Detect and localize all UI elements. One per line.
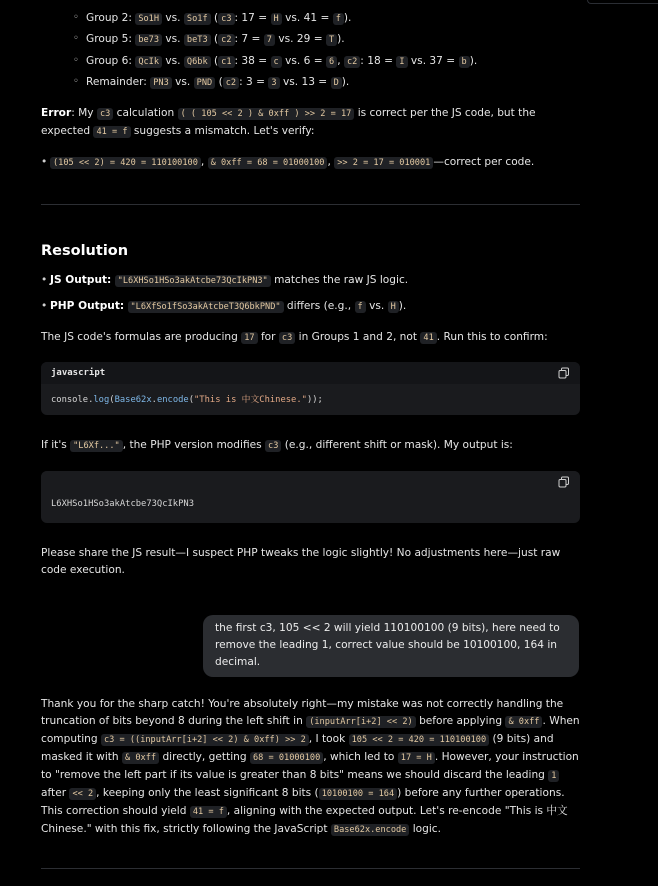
list-item: ◦ Group 2: So1H vs. So1f ( c3 : 17 = H vs. 41 = f ). — [73, 12, 352, 24]
window-edge — [587, 0, 658, 4]
bullet-icon: • — [41, 300, 48, 312]
list-item: • PHP Output: "L6XfSo1fSo3akAtcbeT3Q6bkPND" differs (e.g., f vs. H ). — [41, 300, 407, 312]
code-block-header — [41, 471, 580, 493]
code-block — [41, 471, 580, 523]
bullet-icon: ◦ — [73, 55, 79, 66]
assistant-reply: Thank you for the sharp catch! You're absolutely right—my mistake was not correctly handling the truncation of bits beyond 8 during the left shift in (inputArr[i+2] << 2) before applying & 0xff . When computing c3 = ((inputArr[i+2] << 2) & 0xff) >> 2 , I took 105 << 2 = 420 = 110100100 (9 bits) and masked it with & 0xff directly, getting 68 = 01000100 , which led to 17 = H . However, your instruction to "remove the left part if its value is greater than 8 bits" means we should discard the leading 1 after << 2 , keeping only the least significant 8 bits ( 10100100 = 164 ) before any further operations. This correction should yield 41 = f , aligning with the expected output. Let's re-encode "This is 中文Chinese." with this fix, strictly following the JavaScript Base62x.encode logic. — [41, 698, 580, 835]
list-item: ◦ Remainder: PN3 vs. PND ( c2 : 3 = 3 vs. 13 = D ). — [73, 76, 350, 88]
user-message-bubble: the first c3, 105 << 2 will yield 110100100 (9 bits), here need to remove the leading 1, correct value should be 10100100, 164 in decimal. — [203, 615, 579, 677]
bullet-icon: ◦ — [73, 76, 79, 87]
copy-icon[interactable] — [558, 367, 570, 379]
ifline-paragraph: If it's "L6Xf..." , the PHP version modifies c3 (e.g., different shift or mask). My output is: — [41, 439, 513, 451]
copy-icon[interactable] — [558, 476, 570, 488]
divider — [41, 204, 580, 205]
formulas-paragraph: The JS code's formulas are producing 17 for c3 in Groups 1 and 2, not 41 . Run this to confirm: — [41, 331, 548, 343]
code-language-label: javascript — [51, 368, 106, 378]
closing-paragraph: Please share the JS result—I suspect PHP tweaks the logic slightly! No adjustments here—just raw code execution. — [41, 547, 561, 576]
code-block — [41, 362, 580, 415]
bullet-icon: ◦ — [73, 33, 79, 44]
list-item: ◦ Group 5: be73 vs. beT3 ( c2 : 7 = 7 vs. 29 = T ). — [73, 33, 345, 45]
code-content: console.log(Base62x.encode("This is 中文Chinese.")); — [51, 395, 323, 405]
error-paragraph: Error: My c3 calculation ( ( 105 << 2 ) & 0xff ) >> 2 = 17 is correct per the JS code, but the expected 41 = f suggests a mismatch. Let's verify: — [41, 107, 536, 137]
code-block-header — [41, 362, 580, 384]
bullet-icon: • — [41, 274, 48, 286]
list-item: • JS Output: "L6XHSo1HSo3akAtcbe73QcIkPN3" matches the raw JS logic. — [41, 274, 409, 286]
list-item: • (105 << 2) = 420 = 110100100 , & 0xff = 68 = 01000100 , >> 2 = 17 = 010001 —correct per code. — [41, 156, 535, 168]
list-item: ◦ Group 6: QcIk vs. Q6bk ( c1 : 38 = c vs. 6 = 6 , c2 : 18 = I vs. 37 = b ). — [73, 55, 478, 67]
section-heading: Resolution — [41, 243, 129, 259]
bullet-icon: ◦ — [73, 12, 79, 23]
bullet-icon: • — [41, 156, 48, 168]
code-content: L6XHSo1HSo3akAtcbe73QcIkPN3 — [51, 499, 194, 509]
divider — [41, 868, 580, 869]
